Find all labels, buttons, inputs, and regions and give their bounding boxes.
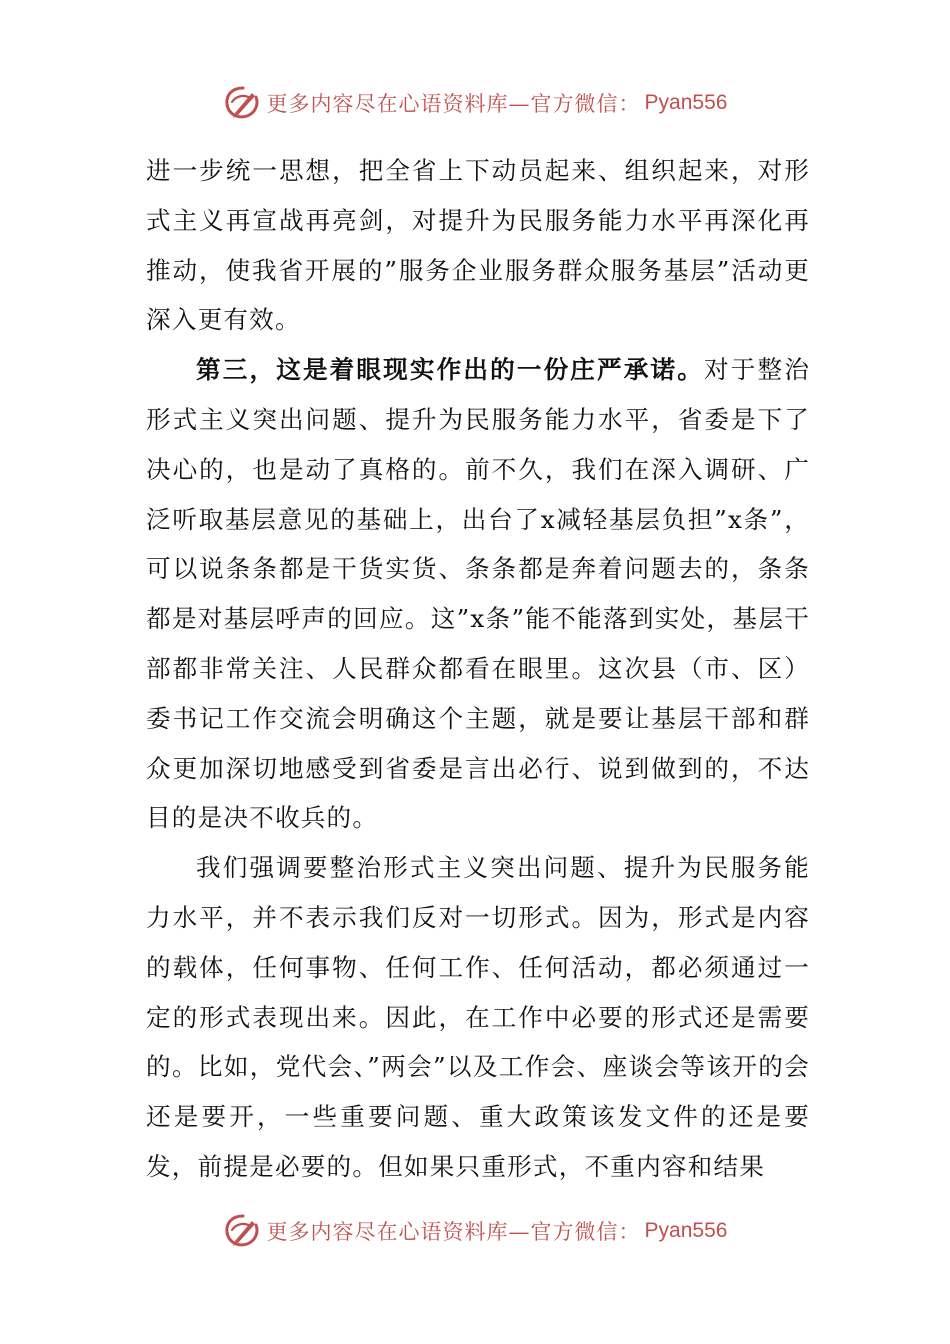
paragraph-1-text: 进一步统一思想，把全省上下动员起来、组织起来，对形式主义再宣战再亮剑，对提升为民服务能力水平再深化再推动，使我省开展的”服务企业服务群众服务基层”活动更深入更有效。 (146, 156, 810, 335)
paragraph-3-text: 我们强调要整治形式主义突出问题、提升为民服务能力水平，并不表示我们反对一切形式。因为，形式是内容的载体，任何事物、任何工作、任何活动，都必须通过一定的形式表现出来。因此，在工作中必要的形式还是需要的。比如，党代会、”两会”以及工作会、座谈会等该开的会还是要开，一些重要问题、重大政策该发文件的还是要发，前提是必要的。但如果只重形式，不重内容和结果 (146, 853, 810, 1181)
footer-watermark (0, 1212, 950, 1250)
paragraph-1 (146, 146, 810, 345)
document-body (146, 146, 810, 1192)
watermark-text: 更多内容尽在心语资料库—官方微信： (266, 92, 641, 116)
paragraph-2 (146, 345, 810, 843)
pen-swirl-logo-icon (223, 84, 263, 122)
header-watermark (0, 84, 950, 122)
watermark-wechat-id: Pyan556 (644, 91, 728, 114)
paragraph-2-text: 对于整治形式主义突出问题、提升为民服务能力水平，省委是下了决心的，也是动了真格的。前不久，我们在深入调研、广泛听取基层意见的基础上，出台了x减轻基层负担”x条”，可以说条条都是干货实货、条条都是奔着问题去的，条条都是对基层呼声的回应。这”x条”能不能落到实处，基层干部都非常关注、人民群众都看在眼里。这次县（市、区）委书记工作交流会明确这个主题，就是要让基层干部和群众更加深切地感受到省委是言出必行、说到做到的，不达目的是决不收兵的。 (146, 355, 810, 833)
watermark-text: 更多内容尽在心语资料库—官方微信： (266, 1220, 641, 1244)
watermark-wechat-id: Pyan556 (644, 1219, 728, 1242)
paragraph-3 (146, 843, 810, 1192)
pen-swirl-logo-icon (223, 1212, 263, 1250)
paragraph-2-lead: 第三，这是着眼现实作出的一份庄严承诺。 (196, 355, 704, 385)
